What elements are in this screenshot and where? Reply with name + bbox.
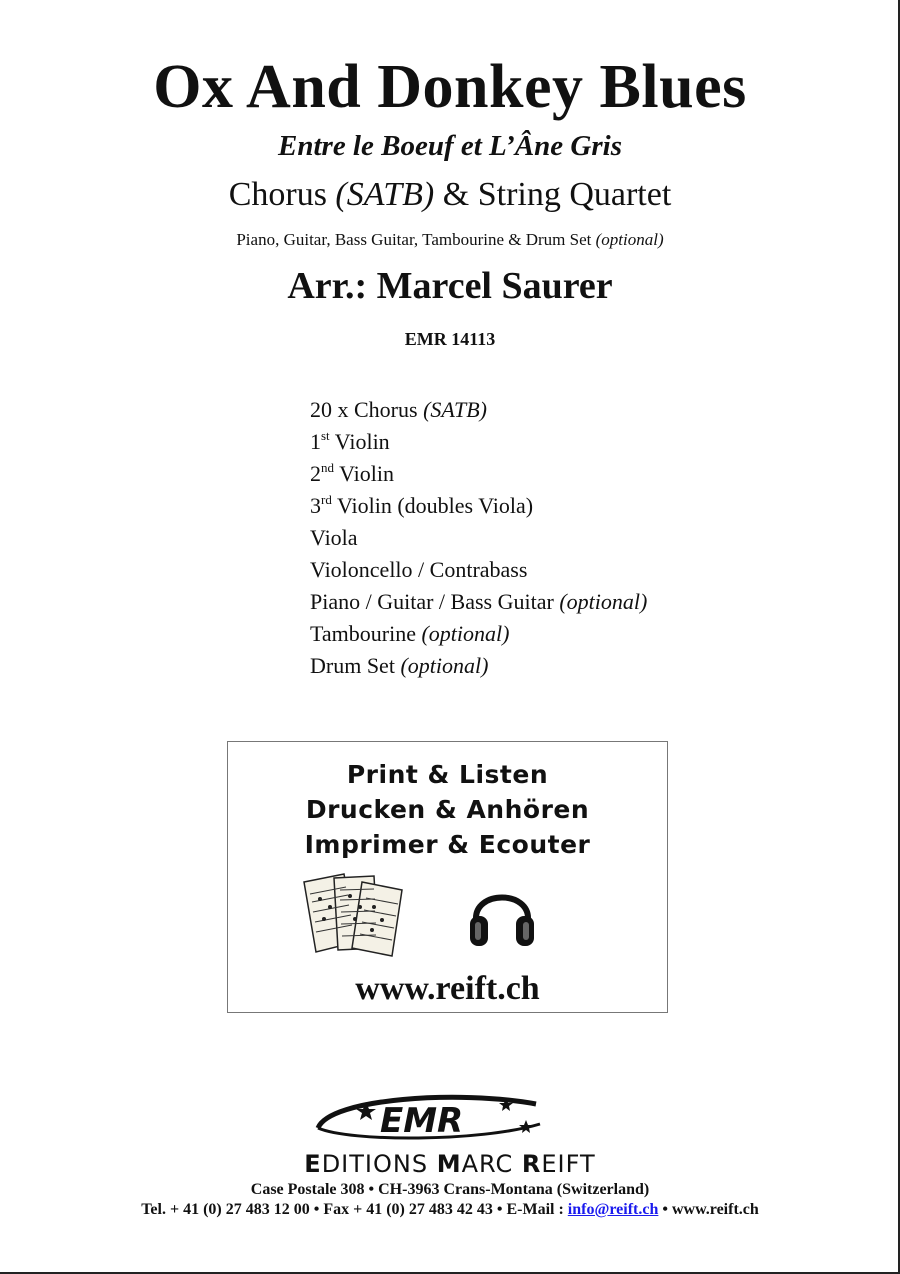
emr-logo-text: EMR	[380, 1101, 464, 1141]
part-item	[310, 618, 647, 650]
publisher-name-arc: ARC	[461, 1150, 522, 1178]
publisher-contact	[0, 1201, 900, 1219]
page-title: Ox And Donkey Blues	[153, 53, 747, 121]
part-note: (optional)	[421, 621, 510, 646]
part-item	[310, 394, 647, 426]
publisher-address: Case Postale 308 • CH-3963 Crans-Montana (Switzerland)	[250, 1181, 650, 1198]
part-name: 2	[310, 461, 321, 486]
publisher-name	[0, 1150, 900, 1178]
print-listen-box	[227, 741, 668, 1013]
part-name: Violoncello / Contrabass	[310, 557, 528, 582]
scoring-voices: (SATB)	[335, 176, 435, 213]
publisher-name-eift: EIFT	[541, 1150, 596, 1178]
part-ordinal-suffix: st	[321, 428, 330, 443]
part-name-rest: Violin	[334, 461, 395, 486]
emr-logo	[310, 1090, 550, 1146]
part-note: (optional)	[400, 653, 489, 678]
extra-instruments-optional: (optional)	[595, 230, 664, 249]
promo-website-url[interactable]: www.reift.ch	[355, 970, 540, 1007]
promo-line-drucken-anhoeren: Drucken & Anhören	[305, 795, 590, 824]
part-item	[310, 426, 647, 458]
part-note: (optional)	[559, 589, 648, 614]
part-item	[310, 554, 647, 586]
publisher-name-ditions: DITIONS	[321, 1150, 437, 1178]
contact-phone-fax: Tel. + 41 (0) 27 483 12 00 • Fax + 41 (0) 27 483 42 43 • E-Mail :	[141, 1201, 568, 1218]
sheet-music-icon	[300, 872, 410, 958]
part-name-rest: Violin	[329, 429, 390, 454]
part-name: Piano / Guitar / Bass Guitar	[310, 589, 560, 614]
scoring-line	[0, 176, 900, 214]
part-item	[310, 650, 647, 682]
part-name: Viola	[310, 525, 358, 550]
subtitle: Entre le Boeuf et L’Âne Gris	[278, 130, 622, 162]
part-name-rest: Violin (doubles Viola)	[331, 493, 534, 518]
contact-website: • www.reift.ch	[658, 1201, 759, 1218]
headphones-icon	[466, 876, 538, 952]
part-ordinal-suffix: rd	[321, 492, 332, 507]
part-name: Tambourine	[310, 621, 422, 646]
part-item	[310, 586, 647, 618]
publisher-name-m: M	[436, 1150, 462, 1178]
part-item	[310, 458, 647, 490]
email-link[interactable]: info@reift.ch	[567, 1201, 659, 1218]
parts-list	[310, 394, 647, 682]
part-note: (SATB)	[423, 397, 488, 422]
part-name: Drum Set	[310, 653, 401, 678]
scoring-ensemble: & String Quartet	[434, 176, 672, 213]
catalog-number: EMR 14113	[404, 329, 496, 349]
publisher-name-e: E	[304, 1150, 322, 1178]
part-name: 20 x Chorus	[310, 397, 424, 422]
part-item	[310, 490, 647, 522]
promo-line-imprimer-ecouter: Imprimer & Ecouter	[304, 830, 591, 859]
promo-line-print-listen: Print & Listen	[346, 760, 549, 789]
publisher-name-r: R	[521, 1150, 542, 1178]
extra-instruments-text: Piano, Guitar, Bass Guitar, Tambourine & Drum Set	[236, 230, 596, 249]
part-ordinal-suffix: nd	[321, 460, 334, 475]
scoring-text: Chorus	[228, 176, 336, 213]
part-item	[310, 522, 647, 554]
extra-instruments	[0, 230, 900, 250]
arranger: Arr.: Marcel Saurer	[287, 265, 613, 307]
part-name: 1	[310, 429, 321, 454]
part-name: 3	[310, 493, 321, 518]
